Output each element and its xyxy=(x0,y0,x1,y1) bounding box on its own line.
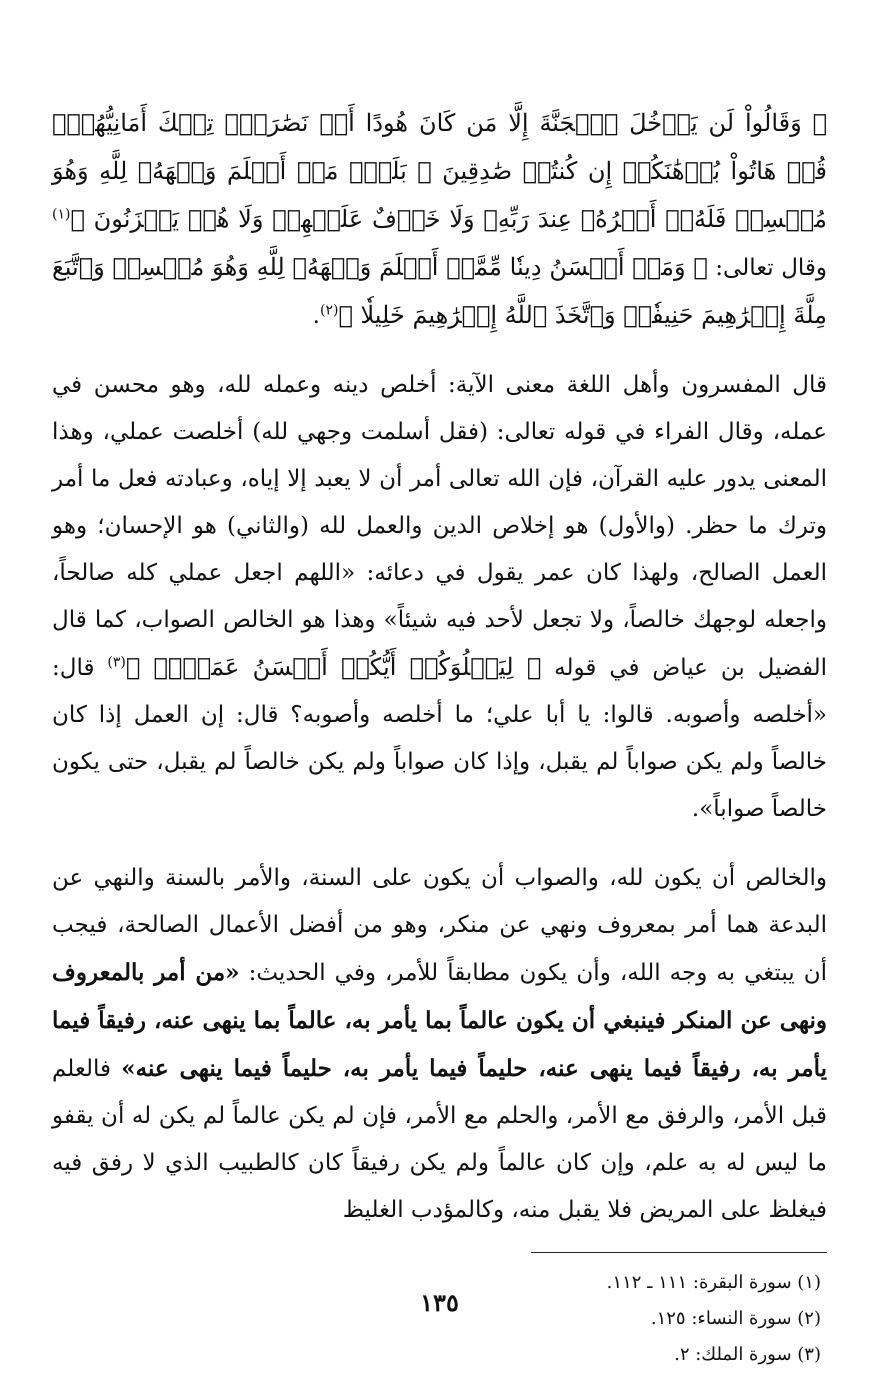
footnote-3: (٣) سورة الملك: ٢. xyxy=(674,1344,821,1365)
page-number: ١٣٥ xyxy=(420,1288,459,1317)
text-run: قال: «أخلصه وأصوبه. قالوا: يا أبا علي؛ ما أخلصه وأصوبه؟ قال: إن العمل إذا كان خالصاً ولم يكن صواباً لم يقبل، وإذا كان صواباً ولم يكن خالصاً لم يقبل، حتى يكون خالصاً صواباً». xyxy=(52,655,827,822)
footnote-marker: (١) xyxy=(52,206,71,223)
quran-verse: ﴿ وَمَنۡ أَحۡسَنُ دِينٗا مِّمَّنۡ أَسۡلَمَ وَجۡهَهُۥ لِلَّهِ وَهُوَ مُحۡسِنٞ وَٱتَّبَعَ مِلَّةَ إِبۡرَٰهِيمَ حَنِيفٗاۗ وَٱتَّخَذَ ٱللَّهُ إِبۡرَٰهِيمَ خَلِيلٗا ﴾ xyxy=(52,253,827,329)
footnote-1: (١) سورة البقرة: ١١١ ـ ١١٢. xyxy=(606,1272,821,1293)
hadith-text: «من أمر بالمعروف ونهى عن المنكر فينبغي أن يكون عالماً بما يأمر به، عالماً بما ينهى عنه، رفيقاً فيما يأمر به، رفيقاً فيما ينهى عنه، حليماً فيما يأمر به، حليماً فيما ينهى عنه» xyxy=(52,959,827,1082)
quran-verses-paragraph xyxy=(52,100,827,340)
text-run: وقال تعالى: xyxy=(707,255,828,281)
commentary-paragraph xyxy=(52,362,827,833)
footnote-divider xyxy=(531,1252,827,1253)
hadith-paragraph xyxy=(52,855,827,1234)
text-run: والخالص أن يكون لله، والصواب أن يكون على السنة، والأمر بالسنة والنهي عن البدعة هما أمر بمعروف ونهي عن منكر، وهو من أفضل الأعمال الصالحة، فيجب أن يبتغي به وجه الله، وأن يكون مطابقاً للأمر، وفي الحديث: xyxy=(52,865,827,986)
text-run: . xyxy=(312,303,320,329)
footnote-marker: (٣) xyxy=(107,654,126,671)
text-run: فالعلم قبل الأمر، والرفق مع الأمر، والحلم مع الأمر، فإن لم يكن عالماً لم يكن له أن يقفو ما ليس له به علم، وإن كان عالماً ولم يكن رفيقاً كان كالطبيب الذي لا رفق فيه فيغلظ على المريض فلا يقبل منه، وكالمؤدب الغليظ xyxy=(52,1056,827,1223)
text-run: قال المفسرون وأهل اللغة معنى الآية: أخلص دينه وعمله لله، وهو محسن في عمله، وقال الفراء في قوله تعالى: (فقل أسلمت وجهي لله) أخلصت عملي، وهذا المعنى يدور عليه القرآن، فإن الله تعالى أمر أن لا يعبد إلا إياه، وعبادته فعل ما أمر وترك ما حظر. (والأول) هو إخلاص الدين والعمل لله (والثاني) هو الإحسان؛ وهو العمل الصالح، ولهذا كان عمر يقول في دعائه: «اللهم اجعل عملي كله صالحاً، واجعله لوجهك خالصاً، ولا تجعل لأحد فيه شيئاً» وهذا هو الخالص الصواب، كما قال الفضيل بن عياض في قوله xyxy=(52,372,827,681)
footnote-2: (٢) سورة النساء: ١٢٥. xyxy=(650,1308,821,1329)
quran-verse: ﴿ وَقَالُواْ لَن يَدۡخُلَ ٱلۡجَنَّةَ إِلَّا مَن كَانَ هُودًا أَوۡ نَصَٰرَىٰۗ تِلۡكَ أَمَانِيُّهُمۡۗ قُلۡ هَاتُواْ بُرۡهَٰنَكُمۡ إِن كُنتُمۡ صَٰدِقِينَ ۞ بَلَىٰۚ مَنۡ أَسۡلَمَ وَجۡهَهُۥ لِلَّهِ وَهُوَ مُحۡسِنٞ فَلَهُۥٓ أَجۡرُهُۥ عِندَ رَبِّهِۦ وَلَا خَوۡفٌ عَلَيۡهِمۡ وَلَا هُمۡ يَحۡزَنُونَ ﴾ xyxy=(52,109,827,233)
footnote-marker: (٢) xyxy=(319,302,339,319)
quran-verse: ﴿ لِيَبۡلُوَكُمۡ أَيُّكُمۡ أَحۡسَنُ عَمَلٗاۚ ﴾ xyxy=(125,653,542,681)
